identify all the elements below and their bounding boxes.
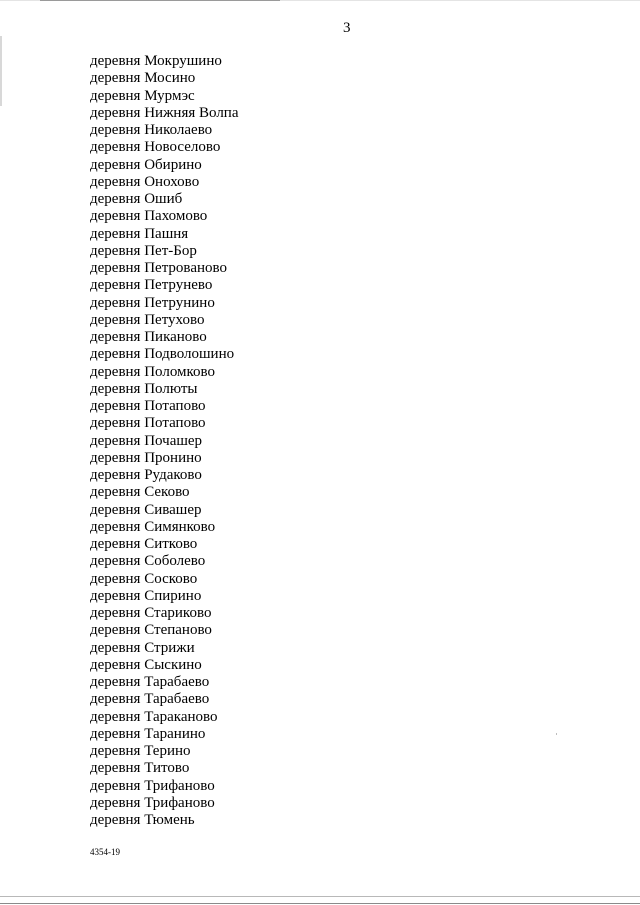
village-list-item: деревня Петрунино: [90, 294, 215, 311]
village-list-item: деревня Пиканово: [90, 329, 207, 345]
village-list-item: деревня Трифаново: [90, 777, 215, 794]
village-list-item: деревня Титово: [90, 760, 190, 777]
village-list-item: деревня Степаново: [90, 622, 212, 639]
village-list: [90, 53, 238, 829]
document-code: 4354-19: [90, 847, 120, 857]
village-list-item: деревня Николаево: [90, 122, 213, 138]
village-list-item: деревня Тараканово: [90, 708, 218, 725]
village-list-item: деревня Тюмень: [90, 812, 195, 828]
village-list-item: деревня Ошиб: [90, 191, 183, 207]
village-list-item: деревня Поломково: [90, 363, 216, 380]
village-list-item: деревня Пашня: [90, 225, 189, 242]
village-list-item: деревня Сыскино: [90, 656, 202, 673]
village-list-item: деревня Мурмэс: [90, 87, 195, 104]
village-list-item: деревня Оноховo: [90, 173, 200, 190]
village-list-item: деревня Почашер: [90, 432, 203, 449]
scan-speck: [556, 733, 557, 735]
village-list-item: деревня Соболево: [90, 553, 206, 570]
bottom-scan-rule: [0, 896, 640, 897]
village-list-item: деревня Полюты: [90, 380, 198, 397]
left-edge-mark: [0, 36, 2, 106]
village-list-item: деревня Подволошино: [90, 346, 235, 363]
village-list-item: деревня Петухово: [90, 311, 205, 328]
village-list-item: деревня Петрунево: [90, 277, 213, 294]
village-list-item: деревня Мосино: [90, 70, 196, 87]
village-list-item: деревня Таранино: [90, 725, 206, 742]
village-list-item: деревня Стариково: [90, 605, 212, 621]
village-list-item: деревня Спирино: [90, 587, 202, 604]
village-list-item: деревня Стрижи: [90, 639, 195, 656]
village-list-item: деревня Сосково: [90, 570, 198, 587]
village-list-item: деревня Тарабаево: [90, 691, 210, 708]
village-list-item: деревня Пахомово: [90, 208, 208, 225]
village-list-item: деревня Обирино: [90, 156, 202, 173]
bottom-edge-line: [0, 903, 640, 904]
village-list-item: деревня Пронино: [90, 449, 202, 466]
page-number: 3: [343, 20, 351, 36]
village-list-item: деревня Нижняя Волпа: [90, 104, 239, 121]
village-list-item: деревня Новоселово: [90, 139, 221, 156]
top-scan-rule: [40, 0, 280, 1]
village-list-item: деревня Терино: [90, 743, 191, 759]
village-list-item: деревня Потапово: [90, 398, 206, 414]
village-list-item: деревня Потапово: [90, 415, 206, 432]
village-list-item: деревня Сивашер: [90, 501, 202, 518]
village-list-item: деревня Ситково: [90, 536, 198, 552]
village-list-item: деревня Мокрушино: [90, 53, 222, 69]
village-list-item: деревня Симянково: [90, 518, 216, 535]
village-list-item: деревня Пет-Бор: [90, 242, 197, 259]
village-list-item: деревня Секово: [90, 484, 190, 501]
village-list-item: деревня Трифаново: [90, 794, 215, 811]
village-list-item: деревня Рудаково: [90, 467, 202, 483]
village-list-item: деревня Петрованово: [90, 260, 227, 276]
village-list-item: деревня Тарабаево: [90, 674, 210, 690]
